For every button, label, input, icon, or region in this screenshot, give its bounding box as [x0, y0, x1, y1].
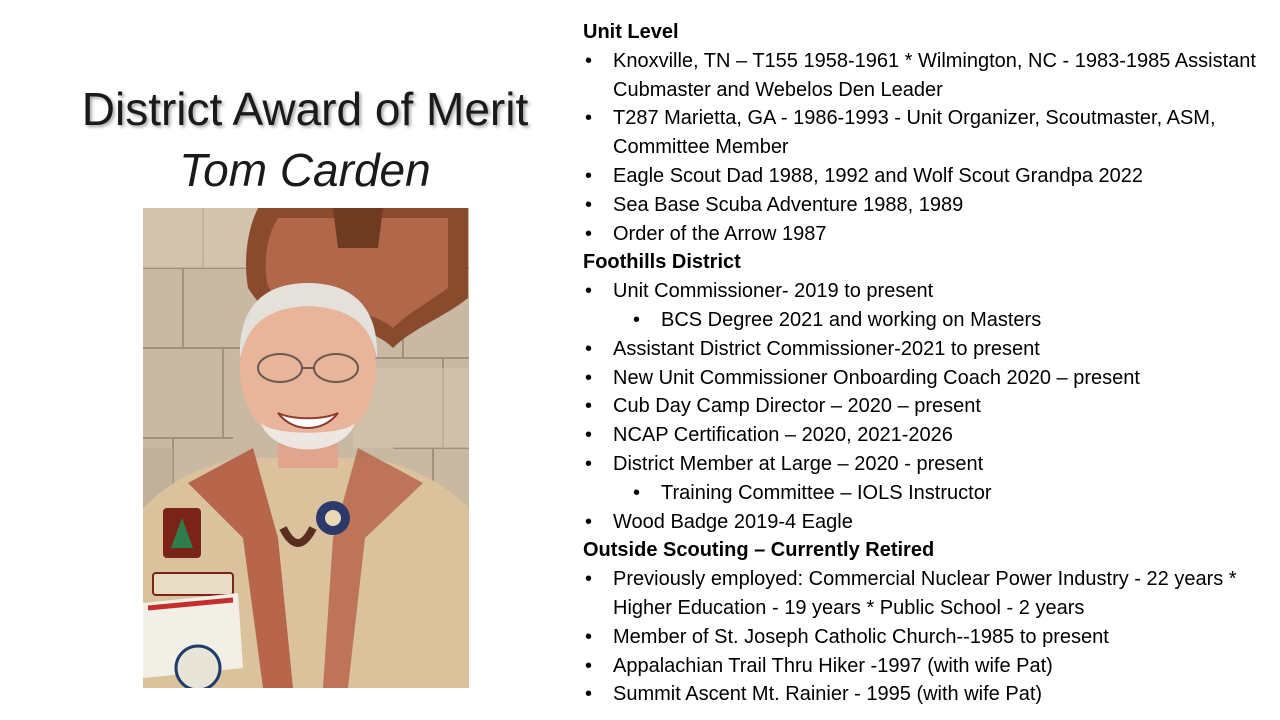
section-heading-unit-level: Unit Level	[583, 21, 679, 43]
details-panel	[583, 18, 1263, 709]
list-item: • Knoxville, TN – T155 1958-1961 * Wilmington, NC - 1983-1985 Assistant Cubmaster and Webelos Den Leader	[583, 47, 1263, 105]
section-heading-foothills-district: Foothills District	[583, 251, 741, 274]
list-item: • New Unit Commissioner Onboarding Coach 2020 – present	[583, 364, 1263, 393]
list-item: • Order of the Arrow 1987	[583, 220, 1263, 249]
portrait-illustration	[143, 208, 469, 688]
list-item: • Previously employed: Commercial Nuclear Power Industry - 22 years * Higher Education - 19 years * Public School - 2 years	[583, 565, 1263, 623]
sub-list-item: • Training Committee – IOLS Instructor	[583, 479, 1263, 508]
slide-subtitle: Tom Carden	[179, 144, 431, 196]
list-item: • Appalachian Trail Thru Hiker -1997 (with wife Pat)	[583, 652, 1263, 681]
list-item: • Eagle Scout Dad 1988, 1992 and Wolf Scout Grandpa 2022	[583, 162, 1263, 191]
list-item: • Member of St. Joseph Catholic Church--1985 to present	[583, 623, 1263, 652]
list-item: • Assistant District Commissioner-2021 to present	[583, 335, 1263, 364]
list-item: • District Member at Large – 2020 - present	[583, 450, 1263, 479]
list-item: • Sea Base Scuba Adventure 1988, 1989	[583, 191, 1263, 220]
list-item: • Summit Ascent Mt. Rainier - 1995 (with wife Pat)	[583, 680, 1263, 709]
list-item: • T287 Marietta, GA - 1986-1993 - Unit Organizer, Scoutmaster, ASM, Committee Member	[583, 104, 1263, 162]
list-item: • Wood Badge 2019-4 Eagle	[583, 508, 1263, 537]
list-item: • NCAP Certification – 2020, 2021-2026	[583, 421, 1263, 450]
list-item: • Cub Day Camp Director – 2020 – present	[583, 392, 1263, 421]
list-item: • Unit Commissioner- 2019 to present	[583, 277, 1263, 306]
portrait-photo	[143, 208, 469, 688]
sub-list-item: • BCS Degree 2021 and working on Masters	[583, 306, 1263, 335]
slide-title: District Award of Merit	[81, 83, 529, 135]
section-heading-outside-scouting: Outside Scouting – Currently Retired	[583, 539, 935, 562]
